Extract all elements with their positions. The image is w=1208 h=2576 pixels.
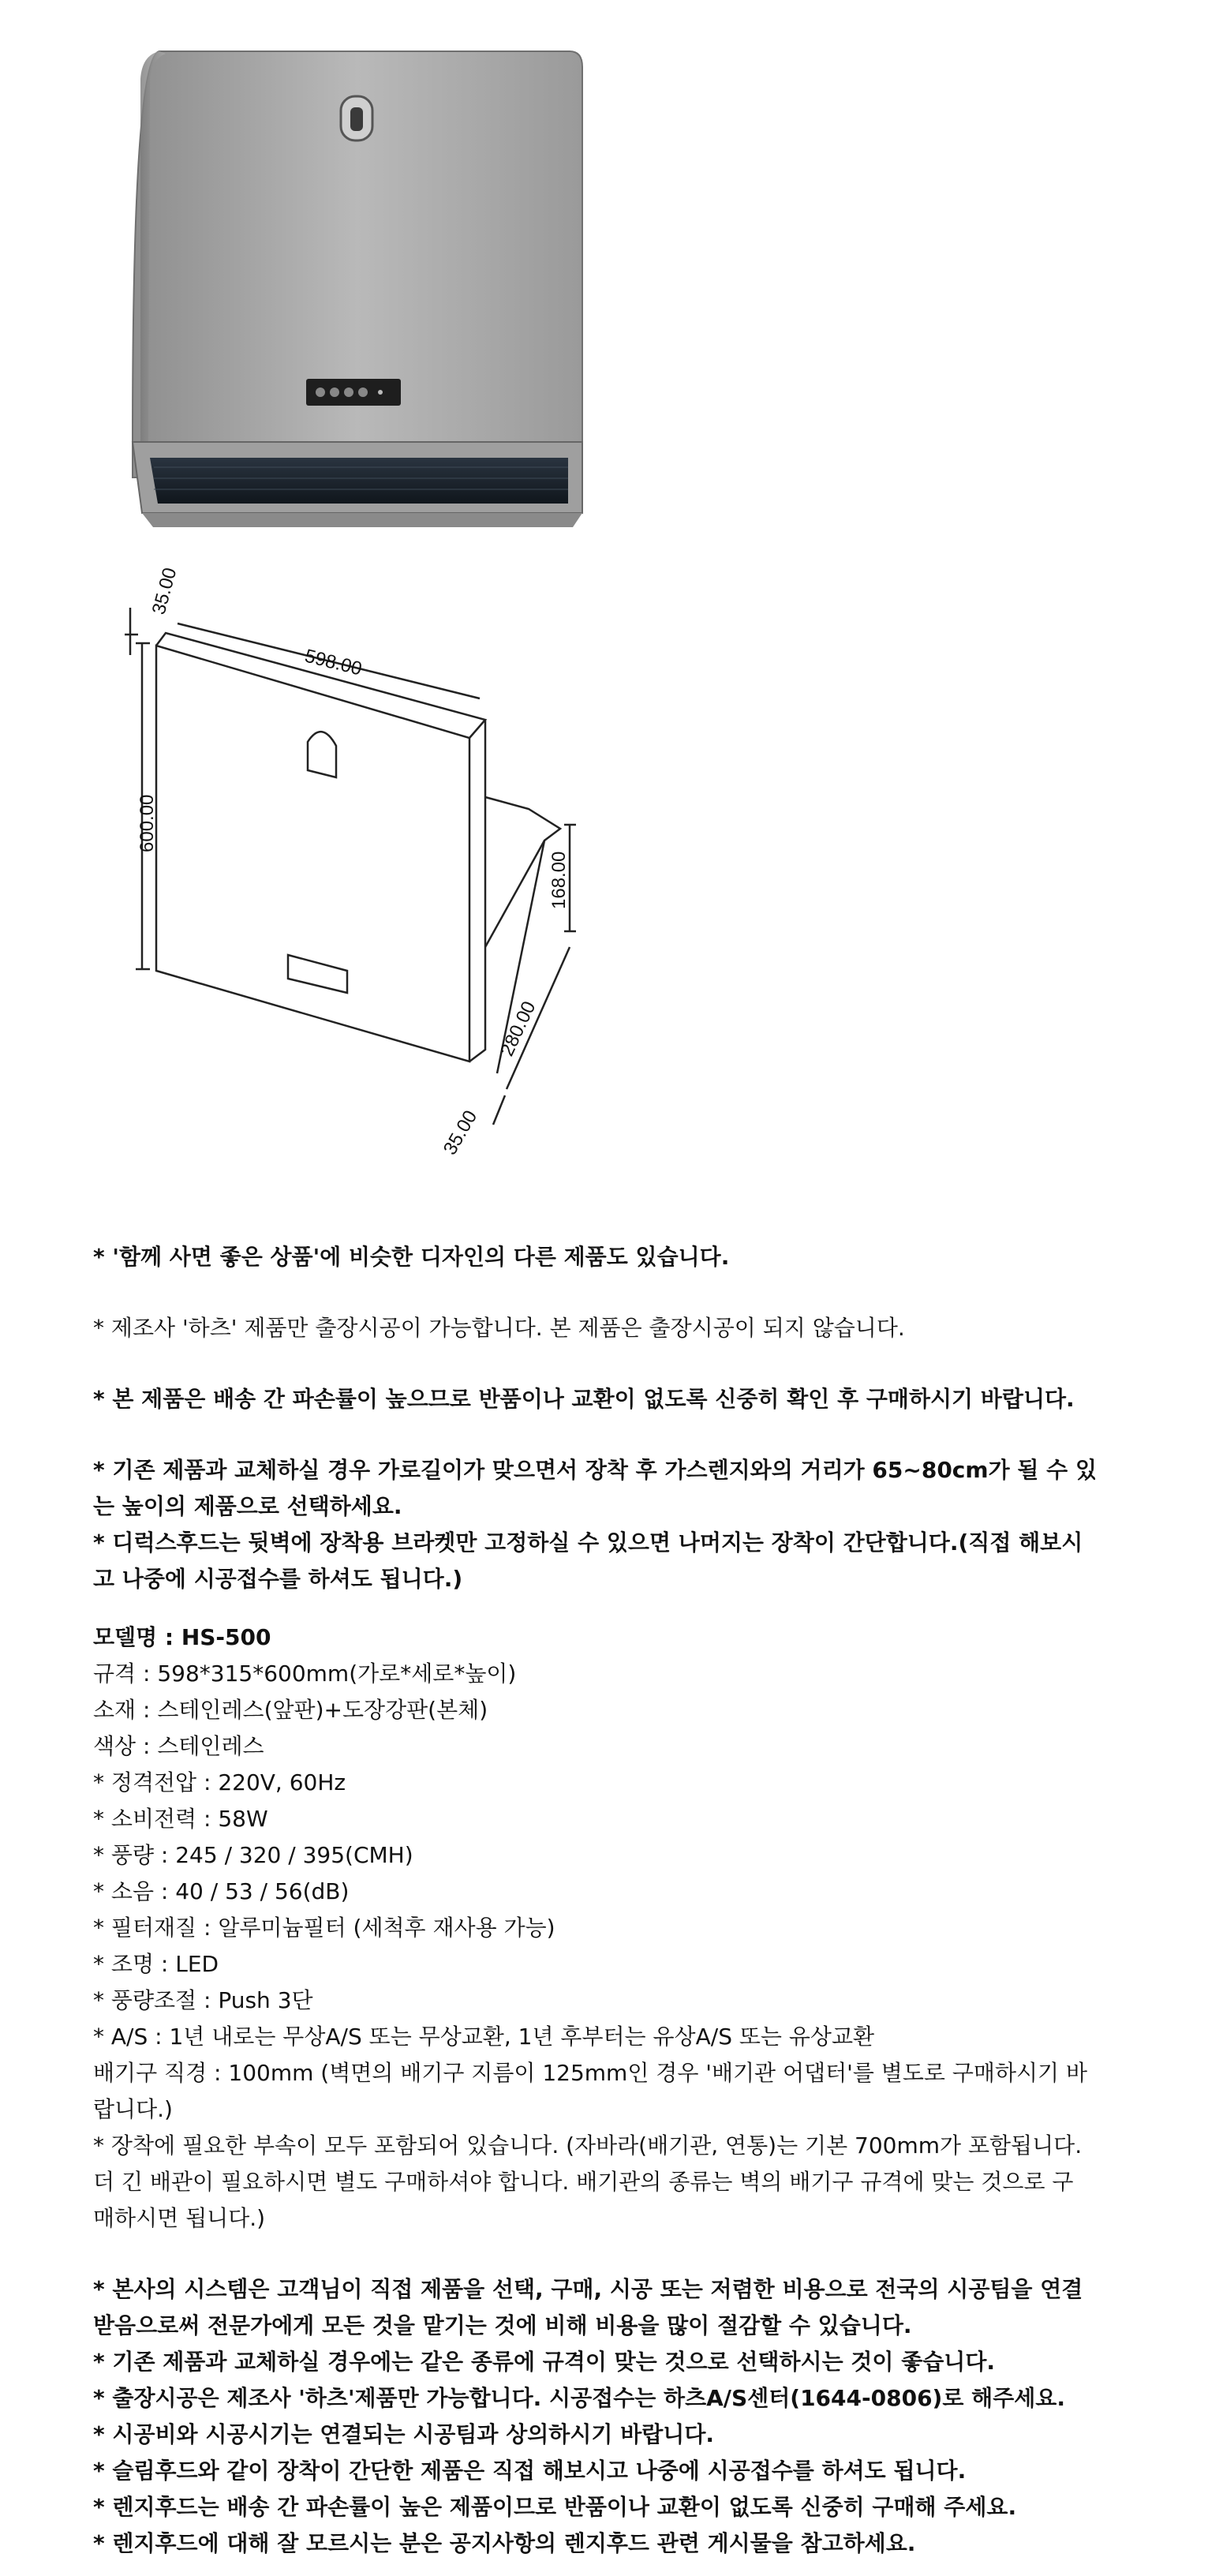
spec-duct-a: 배기구 직경 : 100mm (벽면의 배기구 지름이 125mm인 경우 '배기관 어댑터'를 별도로 구매하시기 바 — [93, 2060, 1088, 2086]
spec-parts-c: 매하시면 됩니다.) — [93, 2205, 266, 2231]
dim-width: 598.00 — [302, 645, 365, 680]
spec-light: * 조명 : LED — [93, 1951, 219, 1977]
footer-damage: * 렌지후드는 배송 간 파손률이 높은 제품이므로 반품이나 교환이 없도록 신중히 구매해 주세요. — [93, 2494, 1017, 2520]
footer-onsite: * 출장시공은 제조사 '하츠'제품만 가능합니다. 시공접수는 하츠A/S센터(1644-0806)로 해주세요. — [93, 2385, 1065, 2411]
dimension-drawing — [118, 552, 623, 1176]
note-damage-warning: * 본 제품은 배송 간 파손률이 높으므로 반품이나 교환이 없도록 신중히 확인 후 구매하시기 바랍니다. — [93, 1386, 1075, 1412]
note-replacement-a: * 기존 제품과 교체하실 경우 가로길이가 맞으면서 장착 후 가스렌지와의 거리가 65~80cm가 될 수 있 — [93, 1457, 1098, 1483]
note-deluxe-b: 고 나중에 시공접수를 하셔도 됩니다.) — [93, 1566, 463, 1592]
spec-parts-b: 더 긴 배관이 필요하시면 별도 구매하셔야 합니다. 배기관의 종류는 벽의 배기구 규격에 맞는 것으로 구 — [93, 2169, 1074, 2195]
footer-system-b: 받음으로써 전문가에게 모든 것을 맡기는 것에 비해 비용을 많이 절감할 수 있습니다. — [93, 2312, 912, 2338]
spec-color: 색상 : 스테인레스 — [93, 1733, 264, 1759]
spec-material: 소재 : 스테인레스(앞판)+도장강판(본체) — [93, 1697, 488, 1723]
footer-replacement: * 기존 제품과 교체하실 경우에는 같은 종류에 규격이 맞는 것으로 선택하시는 것이 좋습니다. — [93, 2349, 996, 2375]
spec-power: * 소비전력 : 58W — [93, 1806, 268, 1832]
spec-noise: * 소음 : 40 / 53 / 56(dB) — [93, 1878, 350, 1904]
footer-notice: * 렌지후드에 대해 잘 모르시는 분은 공지사항의 렌지후드 관련 게시물을 참고하세요. — [93, 2530, 916, 2556]
note-similar-products: * '함께 사면 좋은 상품'에 비슷한 디자인의 다른 제품도 있습니다. — [93, 1244, 730, 1270]
spec-parts-a: * 장착에 필요한 부속이 모두 포함되어 있습니다. (자바라(배기관, 연통)는 기본 700mm가 포함됩니다. — [93, 2132, 1083, 2159]
note-onsite-install: * 제조사 '하츠' 제품만 출장시공이 가능합니다. 본 제품은 출장시공이 되지 않습니다. — [93, 1315, 905, 1341]
note-deluxe-a: * 디럭스후드는 뒷벽에 장착용 브라켓만 고정하실 수 있으면 나머지는 장착이 간단합니다.(직접 해보시 — [93, 1530, 1083, 1556]
spec-control: * 풍량조절 : Push 3단 — [93, 1987, 313, 2013]
product-description — [93, 1239, 1119, 2562]
dim-box-depth: 280.00 — [496, 998, 540, 1060]
spec-model: 모델명 : HS-500 — [93, 1624, 271, 1650]
spec-size: 규격 : 598*315*600mm(가로*세로*높이) — [93, 1661, 517, 1687]
dim-box-height: 168.00 — [548, 851, 570, 909]
spec-airflow: * 풍량 : 245 / 320 / 395(CMH) — [93, 1842, 413, 1868]
dim-top-depth: 35.00 — [148, 565, 181, 617]
footer-slim: * 슬림후드와 같이 장착이 간단한 제품은 직접 해보시고 나중에 시공접수를 하셔도 됩니다. — [93, 2458, 967, 2484]
spec-duct-b: 랍니다.) — [93, 2096, 173, 2122]
spec-filter: * 필터재질 : 알루미늄필터 (세척후 재사용 가능) — [93, 1915, 555, 1941]
spec-voltage: * 정격전압 : 220V, 60Hz — [93, 1769, 346, 1795]
spec-as: * A/S : 1년 내로는 무상A/S 또는 무상교환, 1년 후부터는 유상A/S 또는 유상교환 — [93, 2024, 875, 2050]
dim-bottom-depth: 35.00 — [439, 1106, 482, 1159]
dim-height: 600.00 — [137, 794, 158, 852]
footer-cost: * 시공비와 시공시기는 연결되는 시공팀과 상의하시기 바랍니다. — [93, 2421, 715, 2447]
product-photo — [87, 32, 600, 545]
note-replacement-b: 는 높이의 제품으로 선택하세요. — [93, 1493, 402, 1519]
footer-system-a: * 본사의 시스템은 고객님이 직접 제품을 선택, 구매, 시공 또는 저렴한 비용으로 전국의 시공팀을 연결 — [93, 2276, 1083, 2302]
